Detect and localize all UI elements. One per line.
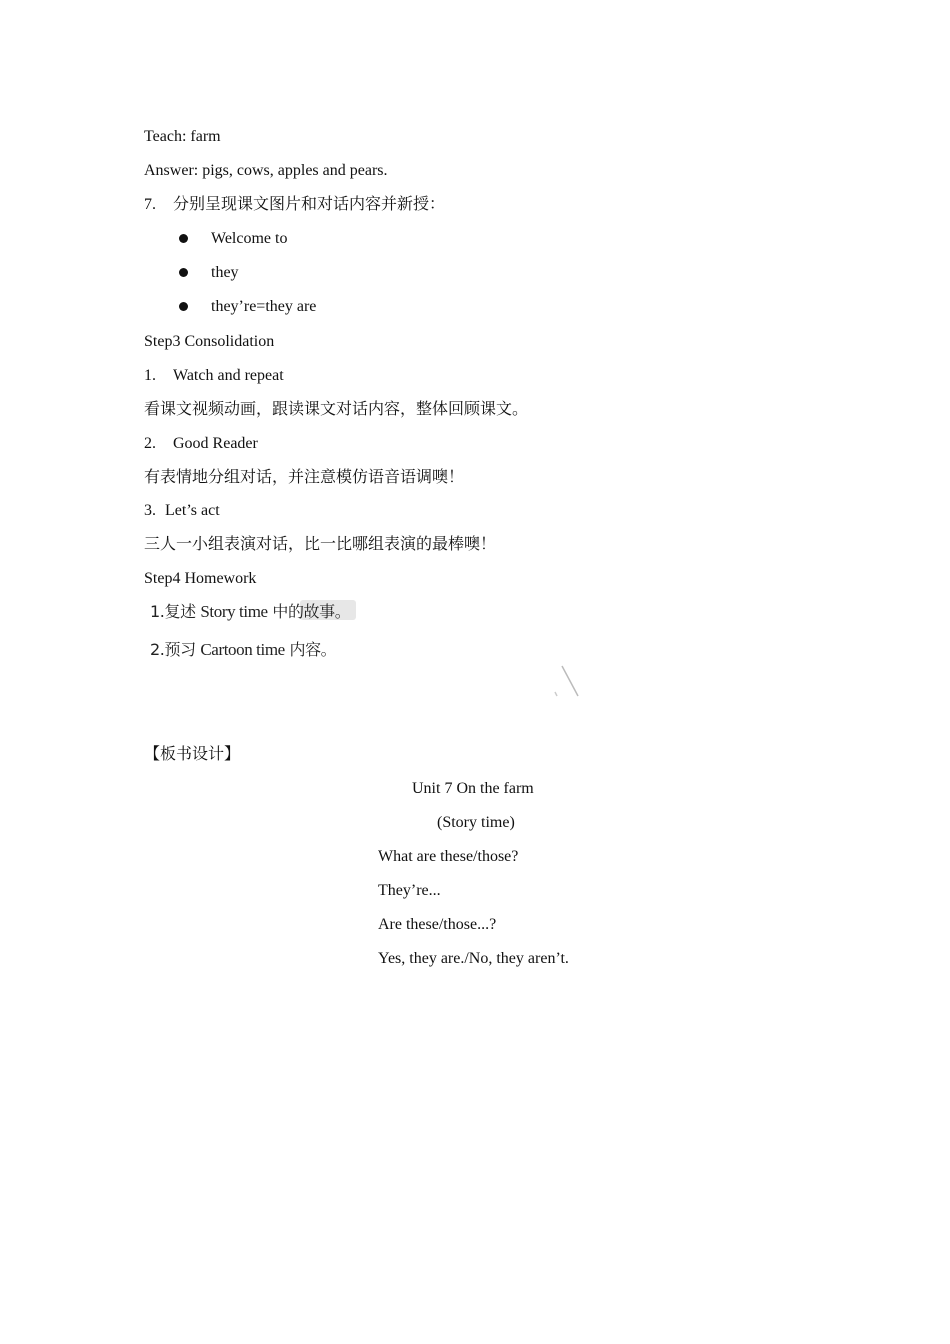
homework-line-1 [150,601,350,623]
bullet-item-2: they [211,264,239,281]
item-3 [144,501,220,521]
item-7-number: 7. [144,196,156,213]
item-1-text: Watch and repeat [173,367,284,384]
item-3-description: 三人一小组表演对话，比一比哪组表演的最棒噢！ [144,536,497,553]
item-3-number: 3. [144,502,156,519]
scan-mark [552,664,582,700]
item-2-description: 有表情地分组对话，并注意模仿语音语调噢！ [144,469,465,486]
item-2-text: Good Reader [173,435,258,452]
step3-heading: Step3 Consolidation [144,333,275,350]
bullet-item-3: they’re=they are [211,298,317,315]
bullet-icon [179,268,188,277]
step4-heading: Step4 Homework [144,570,257,587]
homework-1-suffix: 中的故事。 [267,602,351,621]
item-3-text: Let’s act [165,502,220,519]
item-1-description: 看课文视频动画，跟读课文对话内容，整体回顾课文。 [144,401,529,418]
homework-2-latin: Cartoon time [200,640,285,659]
board-title: Unit 7 On the farm [412,780,534,797]
item-1 [144,366,284,386]
item-2 [144,434,258,454]
homework-2-prefix: 2.预习 [150,640,201,659]
item-7 [144,195,445,215]
homework-1-prefix: 1.复述 [150,602,201,621]
homework-2-suffix: 内容。 [284,640,337,659]
item-7-text: 分别呈现课文图片和对话内容并新授： [173,196,446,213]
board-line-3: Are these/those...? [378,916,497,933]
board-heading: 【板书设计】 [144,746,241,763]
homework-line-2 [150,639,336,661]
item-2-number: 2. [144,435,156,452]
bullet-item-1: Welcome to [211,230,288,247]
bullet-icon [179,302,188,311]
board-subtitle: (Story time) [437,814,515,831]
bullet-icon [179,234,188,243]
board-line-4: Yes, they are./No, they aren’t. [378,950,569,967]
answer-line: Answer: pigs, cows, apples and pears. [144,162,388,179]
board-line-1: What are these/those? [378,848,519,865]
board-line-2: They’re... [378,882,441,899]
item-1-number: 1. [144,367,156,384]
teach-line: Teach: farm [144,128,221,145]
homework-1-latin: Story time [200,602,268,621]
